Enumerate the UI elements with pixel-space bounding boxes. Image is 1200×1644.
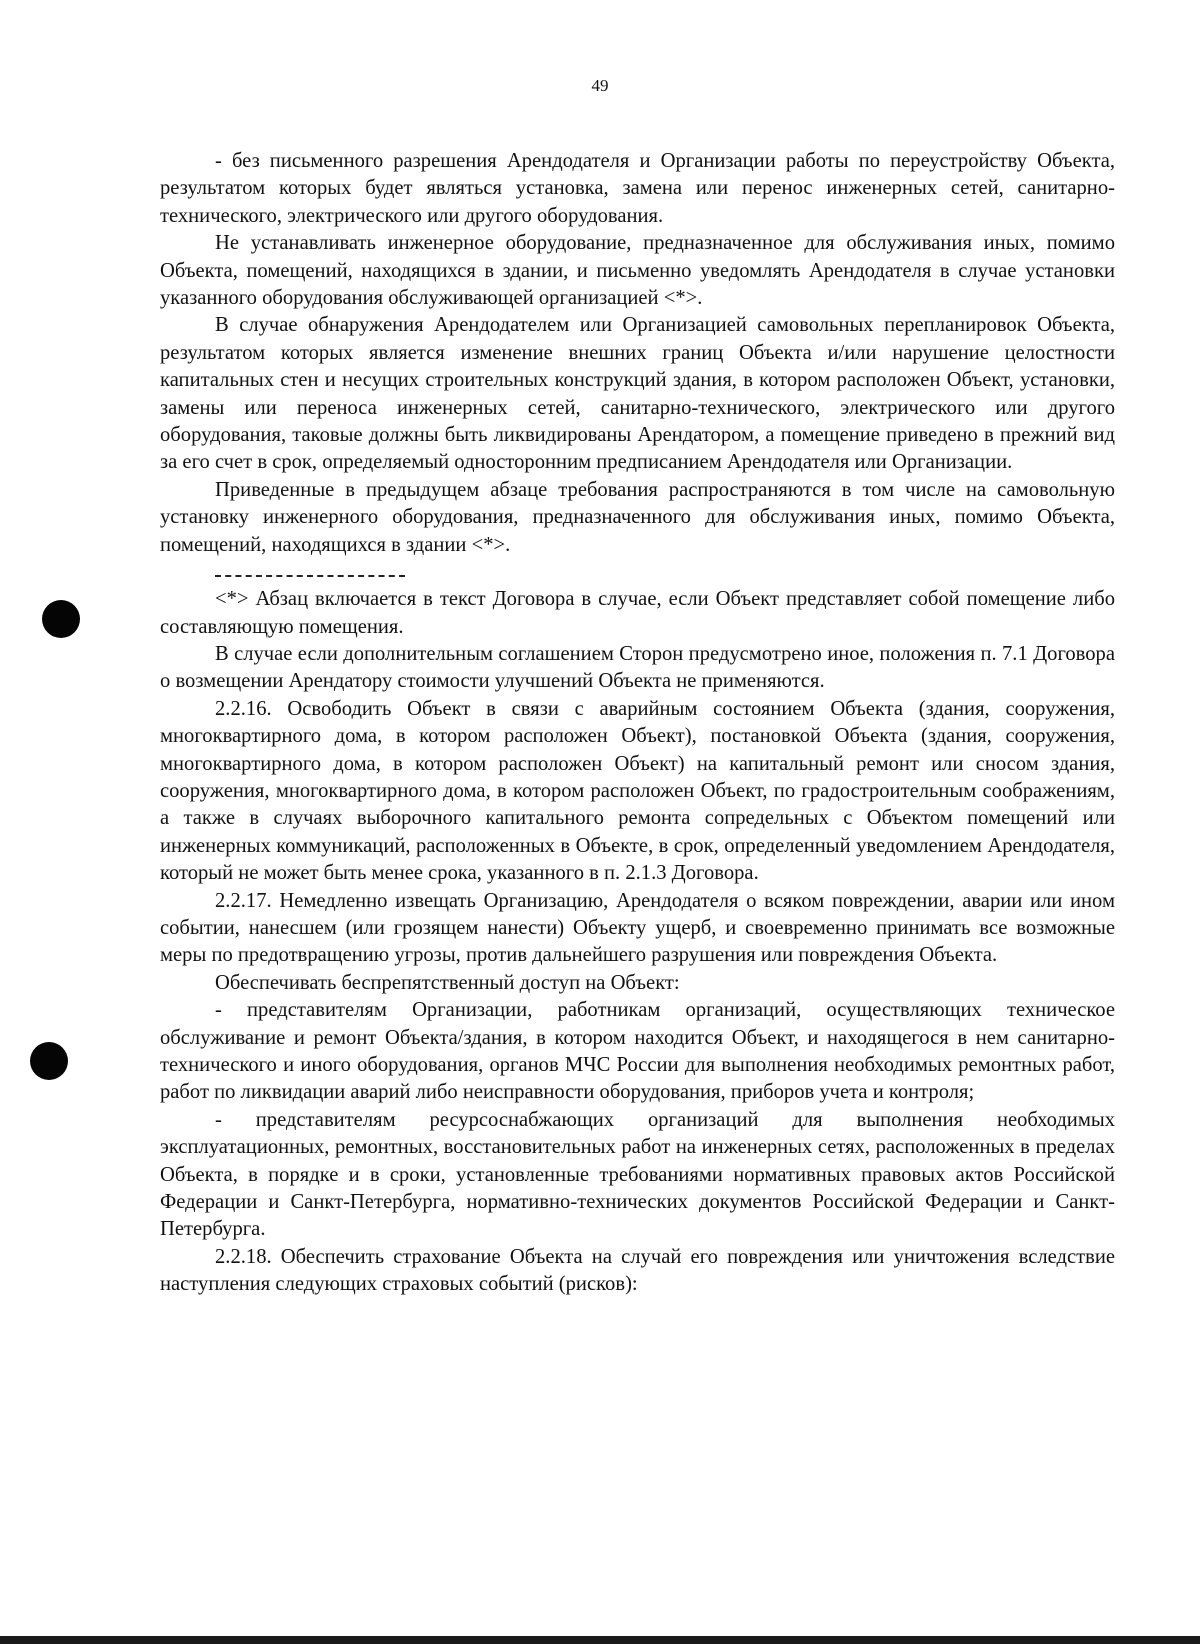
list-item: - представителям Организации, работникам организаций, осуществляющих техническое обслуживание и ремонт Объекта/здания, в котором находится Объект, и находящегося в нем санитарно-технического и иного оборудования, органов МЧС России для выполнения необходимых ремонтных работ, работ по ликвидации аварий либо неисправности оборудования, приборов учета и контроля; [160,999,1115,1104]
footnote: <*> Абзац включается в текст Договора в случае, если Объект представляет собой помещение либо составляющую помещения. [160,588,1115,638]
clause-2-2-17: 2.2.17. Немедленно извещать Организацию, Арендодателя о всяком повреждении, аварии или ином событии, нанесшем (или грозящем нанести) Объекту ущерб, и своевременно принимать все возможные меры по предотвращению угрозы, против дальнейшего разрушения или повреждения Объекта. [160,889,1115,967]
list-item: - представителям ресурсоснабжающих организаций для выполнения необходимых эксплуатационных, ремонтных, восстановительных работ на инженерных сетях, расположенных в пределах Объекта, в порядке и в сроки, установленные требованиями нормативных правовых актов Российской Федерации и Санкт-Петербурга, нормативно-технических документов Российской Федерации и Санкт-Петербурга. [160,1108,1115,1241]
footnote-separator [215,575,405,577]
clause-2-2-18: 2.2.18. Обеспечить страхование Объекта на случай его повреждения или уничтожения вследствие наступления следующих страховых событий (рисков): [160,1245,1115,1296]
paragraph: В случае обнаружения Арендодателем или Организацией самовольных перепланировок Объекта, результатом которых является изменение внешних границ Объекта и/или нарушение целостности капитальных стен и несущих строительных конструкций здания, в котором расположен Объект, установки, замены или переноса инженерных сетей, санитарно-технического, электрического или другого оборудования, таковые должны быть ликвидированы Арендатором, а помещение приведено в прежний вид за его счет в срок, определяемый односторонним предписанием Арендодателя или Организации. [160,314,1115,474]
hole-punch-mark [30,1042,68,1080]
scan-edge [0,1636,1200,1644]
paragraph: Не устанавливать инженерное оборудование, предназначенное для обслуживания иных, помимо Объекта, помещений, находящихся в здании, и письменно уведомлять Арендодателя в случае установки указанного оборудования обслуживающей организацией <*>. [160,232,1115,310]
page-number: 49 [591,76,609,95]
paragraph: В случае если дополнительным соглашением Сторон предусмотрено иное, положения п. 7.1 Договора о возмещении Арендатору стоимости улучшений Объекта не применяются. [160,642,1115,693]
paragraph: - без письменного разрешения Арендодателя и Организации работы по переустройству Объекта, результатом которых будет являться установка, замена или перенос инженерных сетей, санитарно-технического, электрического или другого оборудования. [160,150,1115,227]
document-body [160,148,1115,1299]
paragraph: Обеспечивать беспрепятственный доступ на Объект: [215,971,680,994]
hole-punch-mark [42,600,80,638]
paragraph: Приведенные в предыдущем абзаце требования распространяются в том числе на самовольную установку инженерного оборудования, предназначенного для обслуживания иных, помимо Объекта, помещений, находящихся в здании <*>. [160,478,1115,556]
clause-2-2-16: 2.2.16. Освободить Объект в связи с аварийным состоянием Объекта (здания, сооружения, многоквартирного дома, в котором расположен Объект), постановкой Объекта (здания, сооружения, многоквартирного дома, в котором расположен Объект) на капитальный ремонт или сносом здания, сооружения, многоквартирного дома, в котором расположен Объект, по градостроительным соображениям, а также в случаях выборочного капитального ремонта сопредельных с Объектом помещений или инженерных коммуникаций, расположенных в Объекте, в срок, определенный уведомлением Арендодателя, который не может быть менее срока, указанного в п. 2.1.3 Договора. [160,697,1115,885]
